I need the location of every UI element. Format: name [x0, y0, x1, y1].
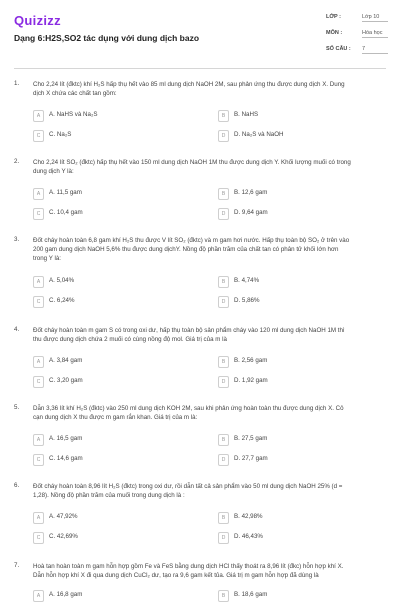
- answer-option-d[interactable]: [218, 532, 378, 544]
- option-letter-box: D: [218, 208, 229, 220]
- meta-label: SỐ CÂU :: [326, 46, 351, 52]
- question-text-line: thu được dung dịch chứa 2 muối có cùng nồng độ mol. Giá trị của m là: [33, 336, 227, 343]
- option-text: A. 3,84 gam: [49, 357, 83, 364]
- option-letter-box: D: [218, 130, 229, 142]
- question-number: 2.: [14, 158, 20, 165]
- option-text: D. 9,64 gam: [234, 209, 268, 216]
- option-text: C. 14,6 gam: [49, 455, 83, 462]
- header-divider: [14, 68, 386, 69]
- answer-option-d[interactable]: [218, 296, 378, 308]
- question-text: [33, 80, 385, 98]
- worksheet-header: [0, 0, 400, 62]
- option-text: D. 1,92 gam: [234, 377, 268, 384]
- option-text: C. 3,20 gam: [49, 377, 83, 384]
- answer-option-c[interactable]: [33, 532, 193, 544]
- meta-value: Hóa học: [362, 30, 388, 38]
- question-number: 6.: [14, 482, 20, 489]
- answer-option-c[interactable]: [33, 208, 193, 220]
- option-text: B. 12,6 gam: [234, 189, 268, 196]
- option-text: D. 27,7 gam: [234, 455, 268, 462]
- question-text-line: Cho 2,24 lít (đktc) khí H₂S hấp thụ hết vào 85 ml dung dịch NaOH 2M, sau phản ứng thu được dung dịch X. Dung: [33, 81, 345, 88]
- answer-option-a[interactable]: [33, 188, 193, 200]
- option-letter-box: C: [33, 130, 44, 142]
- answer-option-c[interactable]: [33, 376, 193, 388]
- option-letter-box: A: [33, 110, 44, 122]
- answer-option-a[interactable]: [33, 434, 193, 446]
- option-text: A. 16,5 gam: [49, 435, 83, 442]
- answer-option-b[interactable]: [218, 590, 378, 602]
- question-text-line: Đốt cháy hoàn toàn m gam S có trong oxi dư, hấp thụ toàn bộ sản phẩm cháy vào 120 ml dung dịch NaOH 1M thì: [33, 327, 345, 334]
- answer-option-b[interactable]: [218, 188, 378, 200]
- meta-label: LỚP :: [326, 14, 341, 20]
- option-letter-box: D: [218, 376, 229, 388]
- answer-option-c[interactable]: [33, 130, 193, 142]
- option-text: D. 5,86%: [234, 297, 260, 304]
- question-text: [33, 482, 385, 500]
- question-number: 1.: [14, 80, 20, 87]
- question-text-line: Cho 2,24 lít SO₂ (đktc) hấp thụ hết vào 150 ml dung dịch NaOH 1M thu được dung dịch Y. Khối lượng muối có trong: [33, 159, 351, 166]
- option-text: B. 18,6 gam: [234, 591, 268, 598]
- answer-option-a[interactable]: [33, 512, 193, 524]
- option-text: A. 16,8 gam: [49, 591, 83, 598]
- meta-value: 7: [362, 46, 388, 54]
- option-text: C. 6,24%: [49, 297, 75, 304]
- option-text: B. 27,5 gam: [234, 435, 268, 442]
- answer-option-d[interactable]: [218, 454, 378, 466]
- question-number: 7.: [14, 562, 20, 569]
- answer-option-b[interactable]: [218, 512, 378, 524]
- question-number: 4.: [14, 326, 20, 333]
- question-text-line: Hoà tan hoàn toàn m gam hỗn hợp gồm Fe và FeS bằng dung dịch HCl thấy thoát ra 8,96 lít (đkc) hỗn hợp khí X.: [33, 563, 344, 570]
- worksheet-title: Dạng 6:H2S,SO2 tác dụng với dung dịch bazo: [14, 33, 200, 43]
- question-text-line: Đốt cháy hoàn toàn 8,96 lít H₂S (đktc) trong oxi dư, rồi dẫn tất cả sản phẩm vào 50 ml dung dịch NaOH 25% (d =: [33, 483, 343, 490]
- option-letter-box: C: [33, 532, 44, 544]
- question-text-line: trong Y là:: [33, 255, 61, 262]
- question-text-line: Đốt cháy hoàn toàn 6,8 gam khí H₂S thu được V lít SO₂ (đktc) và m gam hơi nước. Hấp thụ toàn bộ SO₂ ở trên vào: [33, 237, 350, 244]
- option-letter-box: A: [33, 188, 44, 200]
- question-text-line: Dẫn hỗn hợp khí X đi qua dung dịch CuCl₂ dư, tạo ra 9,6 gam kết tủa. Giá trị m gam hỗn hợp đã dùng là: [33, 572, 319, 579]
- answer-option-d[interactable]: [218, 376, 378, 388]
- meta-label: MÔN :: [326, 30, 343, 36]
- option-letter-box: C: [33, 454, 44, 466]
- answer-option-c[interactable]: [33, 454, 193, 466]
- option-letter-box: B: [218, 512, 229, 524]
- option-letter-box: B: [218, 434, 229, 446]
- option-letter-box: A: [33, 590, 44, 602]
- answer-option-a[interactable]: [33, 110, 193, 122]
- option-text: C. 10,4 gam: [49, 209, 83, 216]
- option-text: A. 5,04%: [49, 277, 75, 284]
- option-letter-box: A: [33, 512, 44, 524]
- question-text-line: 1,28). Nồng độ phần trăm của muối trong dung dịch là :: [33, 492, 185, 499]
- answer-option-d[interactable]: [218, 208, 378, 220]
- option-letter-box: A: [33, 434, 44, 446]
- option-text: C. Na₂S: [49, 131, 72, 138]
- question-text-line: cạn dung dịch X thu được m gam rắn khan. Giá trị của m là:: [33, 414, 198, 421]
- option-text: A. 47,92%: [49, 513, 78, 520]
- option-text: B. 4,74%: [234, 277, 260, 284]
- option-letter-box: A: [33, 276, 44, 288]
- option-letter-box: C: [33, 208, 44, 220]
- option-text: D. 46,43%: [234, 533, 263, 540]
- answer-option-a[interactable]: [33, 590, 193, 602]
- option-letter-box: B: [218, 276, 229, 288]
- option-text: A. 11,5 gam: [49, 189, 82, 196]
- answer-option-a[interactable]: [33, 356, 193, 368]
- answer-option-d[interactable]: [218, 130, 378, 142]
- option-text: A. NaHS và Na₂S: [49, 111, 98, 118]
- quizizz-logo: Quizizz: [14, 13, 61, 28]
- question-number: 5.: [14, 404, 20, 411]
- option-letter-box: C: [33, 296, 44, 308]
- option-letter-box: D: [218, 296, 229, 308]
- answer-option-b[interactable]: [218, 434, 378, 446]
- question-text: [33, 562, 385, 580]
- question-text: [33, 158, 385, 176]
- question-text: [33, 236, 385, 263]
- option-letter-box: B: [218, 356, 229, 368]
- option-letter-box: B: [218, 590, 229, 602]
- option-text: D. Na₂S và NaOH: [234, 131, 284, 138]
- answer-option-a[interactable]: [33, 276, 193, 288]
- option-letter-box: D: [218, 454, 229, 466]
- answer-option-b[interactable]: [218, 276, 378, 288]
- option-letter-box: B: [218, 110, 229, 122]
- option-letter-box: D: [218, 532, 229, 544]
- answer-option-b[interactable]: [218, 110, 378, 122]
- option-text: B. 42,98%: [234, 513, 263, 520]
- option-text: C. 42,69%: [49, 533, 78, 540]
- question-text-line: Dẫn 3,36 lít khí H₂S (đktc) vào 250 ml dung dịch KOH 2M, sau khi phản ứng hoàn toàn thu được dung dịch X. Cô: [33, 405, 344, 412]
- question-text-line: 200 gam dung dịch NaOH 5,6% thu được dung dịchY. Nồng độ phần trăm của chất tan có phân tử khối lớn hơn: [33, 246, 339, 253]
- answer-option-b[interactable]: [218, 356, 378, 368]
- option-text: B. NaHS: [234, 111, 259, 118]
- option-letter-box: C: [33, 376, 44, 388]
- question-number: 3.: [14, 236, 20, 243]
- option-text: B. 2,56 gam: [234, 357, 268, 364]
- option-letter-box: B: [218, 188, 229, 200]
- answer-option-c[interactable]: [33, 296, 193, 308]
- meta-value: Lớp 10: [362, 14, 388, 22]
- question-text: [33, 326, 385, 344]
- question-text-line: dịch X chứa các chất tan gồm:: [33, 90, 117, 97]
- option-letter-box: A: [33, 356, 44, 368]
- question-text-line: dung dịch Y là:: [33, 168, 74, 175]
- question-text: [33, 404, 385, 422]
